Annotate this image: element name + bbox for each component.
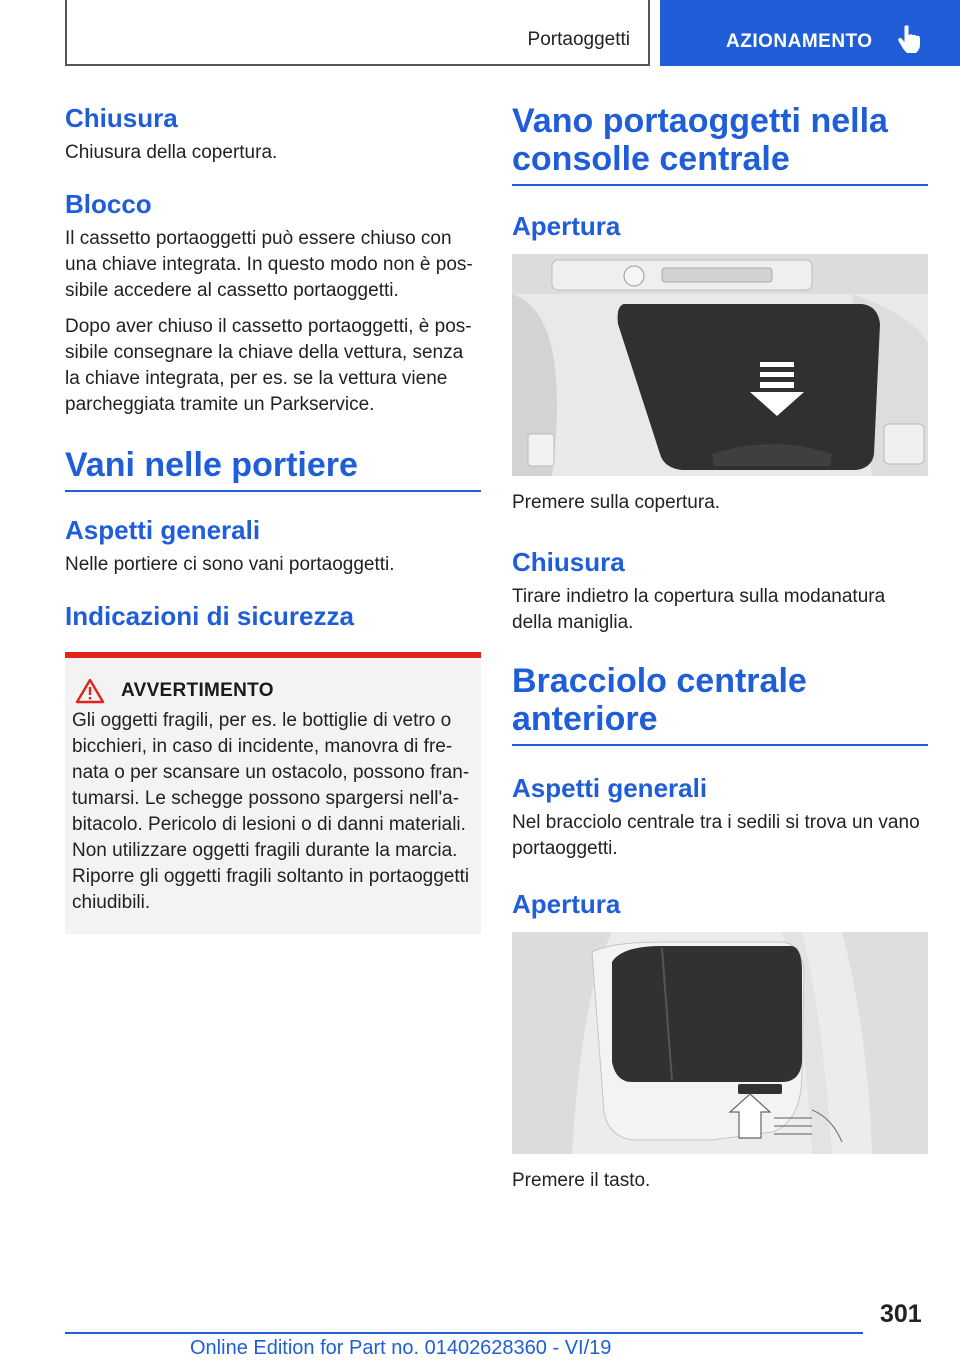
console-closing-text: Tirare indietro la copertura sulla modanatura della maniglia. (512, 586, 886, 633)
console-opening-caption: Premere sulla copertura. (512, 492, 721, 513)
header-section-title: Portaoggetti (527, 29, 630, 50)
doors-general-text: Nelle portiere ci sono vani portaoggetti. (65, 554, 395, 575)
armrest-title-line-2: anteriore (512, 700, 658, 738)
lock-heading: Blocco (65, 189, 152, 219)
console-opening-heading: Apertura (512, 211, 621, 241)
armrest-title-rule (512, 744, 928, 746)
console-opening-illustration (512, 254, 928, 476)
left-column (65, 102, 481, 934)
right-column (512, 102, 928, 1194)
console-title-line-1: Vano portaoggetti nella (512, 102, 888, 140)
warning-title: AVVERTIMENTO (121, 680, 274, 701)
console-section-title (512, 102, 928, 186)
page-number: 301 (880, 1300, 922, 1328)
doors-general-heading: Aspetti generali (65, 515, 261, 545)
lock-paragraph-1: Il cassetto portaoggetti può essere chiuso con una chiave integrata. In questo modo non è possibile accedere al cassetto portaoggetti. (65, 228, 473, 301)
header-chapter-tab (660, 0, 960, 66)
lock-paragraph-2: Dopo aver chiuso il cassetto portaoggetti, è possibile consegnare la chiave della vettura, senza la chiave integrata, per es. se la vettura viene parcheggiata tramite un Parkservice. (65, 316, 472, 415)
page-header (0, 0, 960, 66)
console-cover-drawing (512, 254, 928, 476)
warning-text: Gli oggetti fragili, per es. le bottiglie di vetro o bicchieri, in caso di incidente, manovra di frenata o per scansare un ostacolo, possono frantumarsi. Le schegge possono spargersi nell'abitacolo. Pericolo di lesioni o di danni materiali. Non utilizzare oggetti fragili durante la marcia. Riporre gli oggetti fragili soltanto in portaoggetti chiudibili. (72, 710, 470, 913)
closing-heading: Chiusura (65, 103, 178, 133)
footer-rule (65, 1332, 863, 1334)
armrest-opening-heading: Apertura (512, 889, 621, 919)
footer-edition-text: Online Edition for Part no. 01402628360 - VI/19 (190, 1337, 612, 1359)
armrest-general-text: Nel bracciolo centrale tra i sedili si trova un vano portaoggetti. (512, 812, 920, 859)
armrest-section-title (512, 662, 928, 746)
safety-heading: Indicazioni di sicurezza (65, 601, 354, 631)
warning-triangle-icon (75, 678, 105, 704)
armrest-general-heading: Aspetti generali (512, 773, 708, 803)
warning-box (65, 652, 481, 934)
header-chapter-label: AZIONAMENTO (726, 31, 873, 52)
armrest-opening-illustration (512, 932, 928, 1154)
warning-header (72, 678, 473, 704)
closing-text: Chiusura della copertura. (65, 142, 278, 163)
console-closing-heading: Chiusura (512, 547, 625, 577)
console-title-rule (512, 184, 928, 186)
pointing-hand-icon (896, 24, 924, 54)
armrest-title-line-1: Bracciolo centrale (512, 662, 807, 700)
armrest-opening-caption: Premere il tasto. (512, 1170, 651, 1191)
doors-section-title: Vani nelle portiere (65, 446, 481, 492)
console-title-line-2: consolle centrale (512, 140, 790, 178)
armrest-drawing (512, 932, 928, 1154)
